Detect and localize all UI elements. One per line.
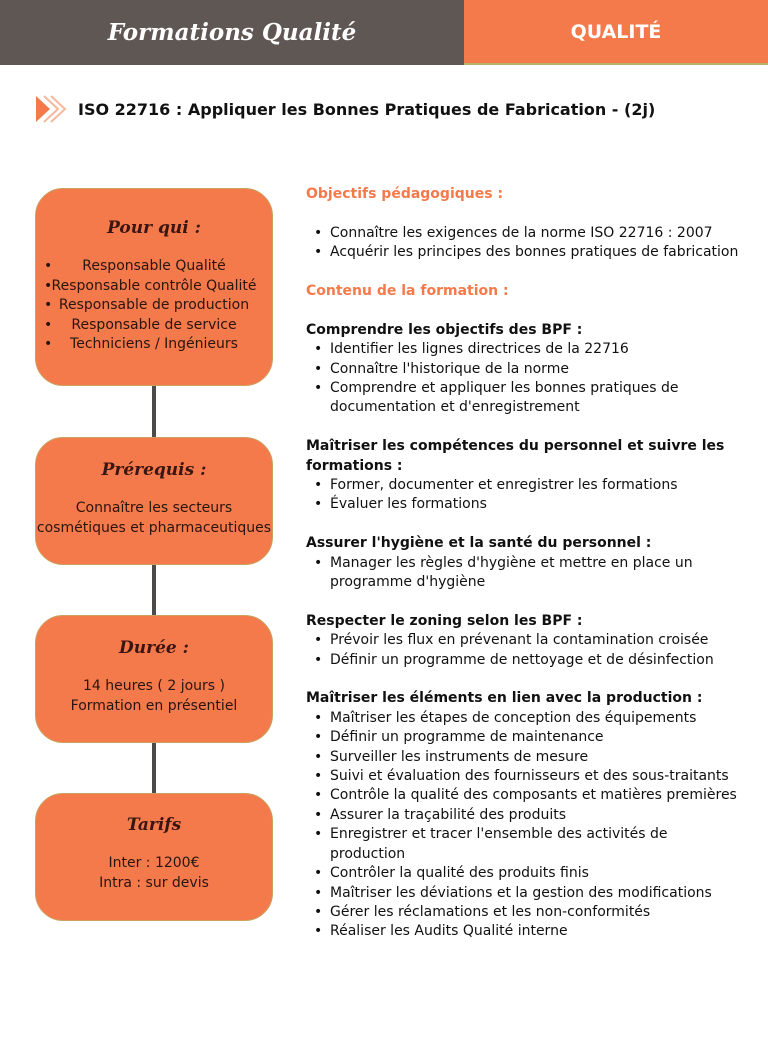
header-category: QUALITÉ — [464, 0, 768, 65]
section-heading: Respecter le zoning selon les BPF : — [306, 612, 583, 629]
audience-item: • Responsable contrôle Qualité — [36, 277, 272, 296]
content-section — [306, 534, 746, 592]
audience-item: • Responsable Qualité — [36, 257, 272, 276]
duree-title: Durée : — [119, 638, 189, 658]
section-item: • Manager les règles d'hygiène et mettre en place un programme d'hygiène — [306, 554, 746, 593]
section-item: • Connaître l'historique de la norme — [306, 360, 746, 379]
section-list — [306, 476, 746, 515]
prerequis-line: Connaître les secteurs — [75, 500, 233, 517]
pour-qui-title: Pour qui : — [107, 218, 201, 238]
section-heading: Comprendre les objectifs des BPF : — [306, 321, 583, 338]
objective-item: • Acquérir les principes des bonnes pratiques de fabrication — [306, 243, 746, 262]
section-list — [306, 340, 746, 418]
content-section — [306, 321, 746, 418]
section-item: • Assurer la traçabilité des produits — [306, 806, 746, 825]
course-title-row — [34, 94, 655, 124]
section-list — [306, 631, 746, 670]
section-item: • Comprendre et appliquer les bonnes pratiques de documentation et d'enregistrement — [306, 379, 746, 418]
tarifs-line: Inter : 1200€ — [108, 855, 200, 872]
section-item: • Enregistrer et tracer l'ensemble des activités de production — [306, 825, 746, 864]
content-column — [306, 185, 746, 961]
prerequis-box — [35, 437, 273, 565]
duree-line: 14 heures ( 2 jours ) — [83, 678, 225, 695]
timeline-connector — [152, 563, 156, 617]
tarifs-title: Tarifs — [126, 815, 182, 835]
header-title: Formations Qualité — [0, 0, 464, 65]
prerequis-line: cosmétiques et pharmaceutiques — [36, 519, 272, 536]
section-item: • Maîtriser les déviations et la gestion des modifications — [306, 884, 746, 903]
duree-box — [35, 615, 273, 743]
section-item: • Maîtriser les étapes de conception des équipements — [306, 709, 746, 728]
audience-item: • Techniciens / Ingénieurs — [36, 335, 272, 354]
section-item: • Gérer les réclamations et les non-conformités — [306, 903, 746, 922]
section-item: • Évaluer les formations — [306, 495, 746, 514]
audience-item: • Responsable de production — [36, 296, 272, 315]
section-item: • Surveiller les instruments de mesure — [306, 748, 746, 767]
section-list — [306, 709, 746, 942]
objective-item: • Connaître les exigences de la norme ISO 22716 : 2007 — [306, 224, 746, 243]
pour-qui-box — [35, 188, 273, 386]
section-list — [306, 554, 746, 593]
section-item: • Réaliser les Audits Qualité interne — [306, 922, 746, 941]
section-item: • Contrôle la qualité des composants et matières premières — [306, 786, 746, 805]
double-arrow-icon — [34, 94, 70, 124]
course-title: ISO 22716 : Appliquer les Bonnes Pratiques de Fabrication - (2j) — [78, 99, 656, 119]
section-heading: Maîtriser les compétences du personnel et suivre les formations : — [306, 438, 725, 474]
contenu-title: Contenu de la formation : — [306, 283, 509, 299]
timeline-connector — [152, 741, 156, 795]
tarifs-line: Intra : sur devis — [99, 874, 209, 891]
section-item: • Contrôler la qualité des produits finis — [306, 864, 746, 883]
section-item: • Suivi et évaluation des fournisseurs et des sous-traitants — [306, 767, 746, 786]
prerequis-title: Prérequis : — [101, 460, 207, 480]
content-section — [306, 437, 746, 515]
section-item: • Prévoir les flux en prévenant la contamination croisée — [306, 631, 746, 650]
section-heading: Maîtriser les éléments en lien avec la production : — [306, 690, 703, 707]
objectifs-title: Objectifs pédagogiques : — [306, 186, 504, 202]
timeline-connector — [152, 385, 156, 439]
duree-line: Formation en présentiel — [70, 697, 238, 714]
tarifs-box — [35, 793, 273, 921]
section-item: • Former, documenter et enregistrer les formations — [306, 476, 746, 495]
section-item: • Définir un programme de maintenance — [306, 728, 746, 747]
section-heading: Assurer l'hygiène et la santé du personnel : — [306, 535, 652, 552]
content-section — [306, 612, 746, 670]
audience-item: • Responsable de service — [36, 316, 272, 335]
section-item: • Définir un programme de nettoyage et de désinfection — [306, 651, 746, 670]
content-section — [306, 689, 746, 941]
section-item: • Identifier les lignes directrices de la 22716 — [306, 340, 746, 359]
